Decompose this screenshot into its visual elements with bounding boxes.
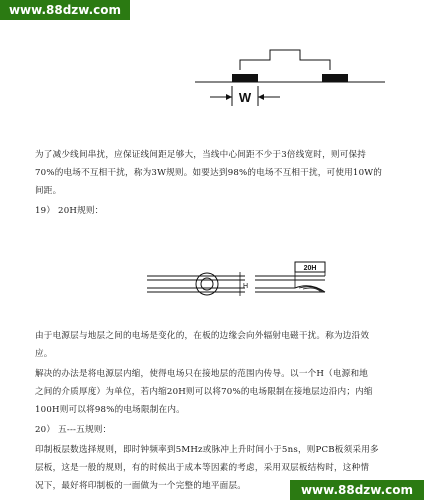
figure1-label: W <box>238 90 252 105</box>
text-line: 况下，最好将印制板的一面做为一个完整的地平面层。 <box>35 481 247 491</box>
paragraph-3w-rule <box>35 146 395 200</box>
figure2-label-20h: 20H <box>303 265 317 272</box>
text-line: 之间的介质厚度）为单位，若内缩20H则可以将70%的电场限制在接地层边沿内；内缩 <box>35 387 373 397</box>
paragraph-edge-effect <box>35 327 395 363</box>
text-line: 层板，这是一般的规则，有的时候出于成本等因素的考虑，采用双层板结构时，这种情 <box>35 463 370 473</box>
figure-3w-rule <box>190 40 390 115</box>
figure-20h-rule <box>145 258 335 308</box>
text-line: 印制板层数选择规则，即时钟频率到5MHz或脉冲上升时间小于5ns，则PCB板须采用多 <box>35 445 379 455</box>
text-line: 为了减少线间串扰，应保证线间距足够大，当线中心间距不少于3倍线宽时，则可保持 <box>35 150 367 160</box>
text-line: 70%的电场不互相干扰，称为3W规则。如要达到98%的电场不互相干扰，可使用10W的 <box>35 168 383 178</box>
heading-rule-20: 20） 五---五规则： <box>35 425 112 435</box>
text-line: 应。 <box>35 349 53 359</box>
paragraph-20h-solution <box>35 365 395 419</box>
figure2-label-h: H <box>243 283 249 290</box>
text-line: 100H则可以将98%的电场限制在内。 <box>35 405 185 415</box>
watermark-top: www.88dzw.com <box>0 0 130 20</box>
text-line: 由于电源层与地层之间的电场是变化的，在板的边缘会向外辐射电磁干扰。称为边沿效 <box>35 331 370 341</box>
text-line: 间距。 <box>35 186 62 196</box>
watermark-bottom: www.88dzw.com <box>290 480 424 500</box>
heading-rule-19: 19） 20H规则： <box>35 206 104 216</box>
text-line: 解决的办法是将电源层内缩，使得电场只在接地层的范围内传导。以一个H（电源和地 <box>35 369 369 379</box>
